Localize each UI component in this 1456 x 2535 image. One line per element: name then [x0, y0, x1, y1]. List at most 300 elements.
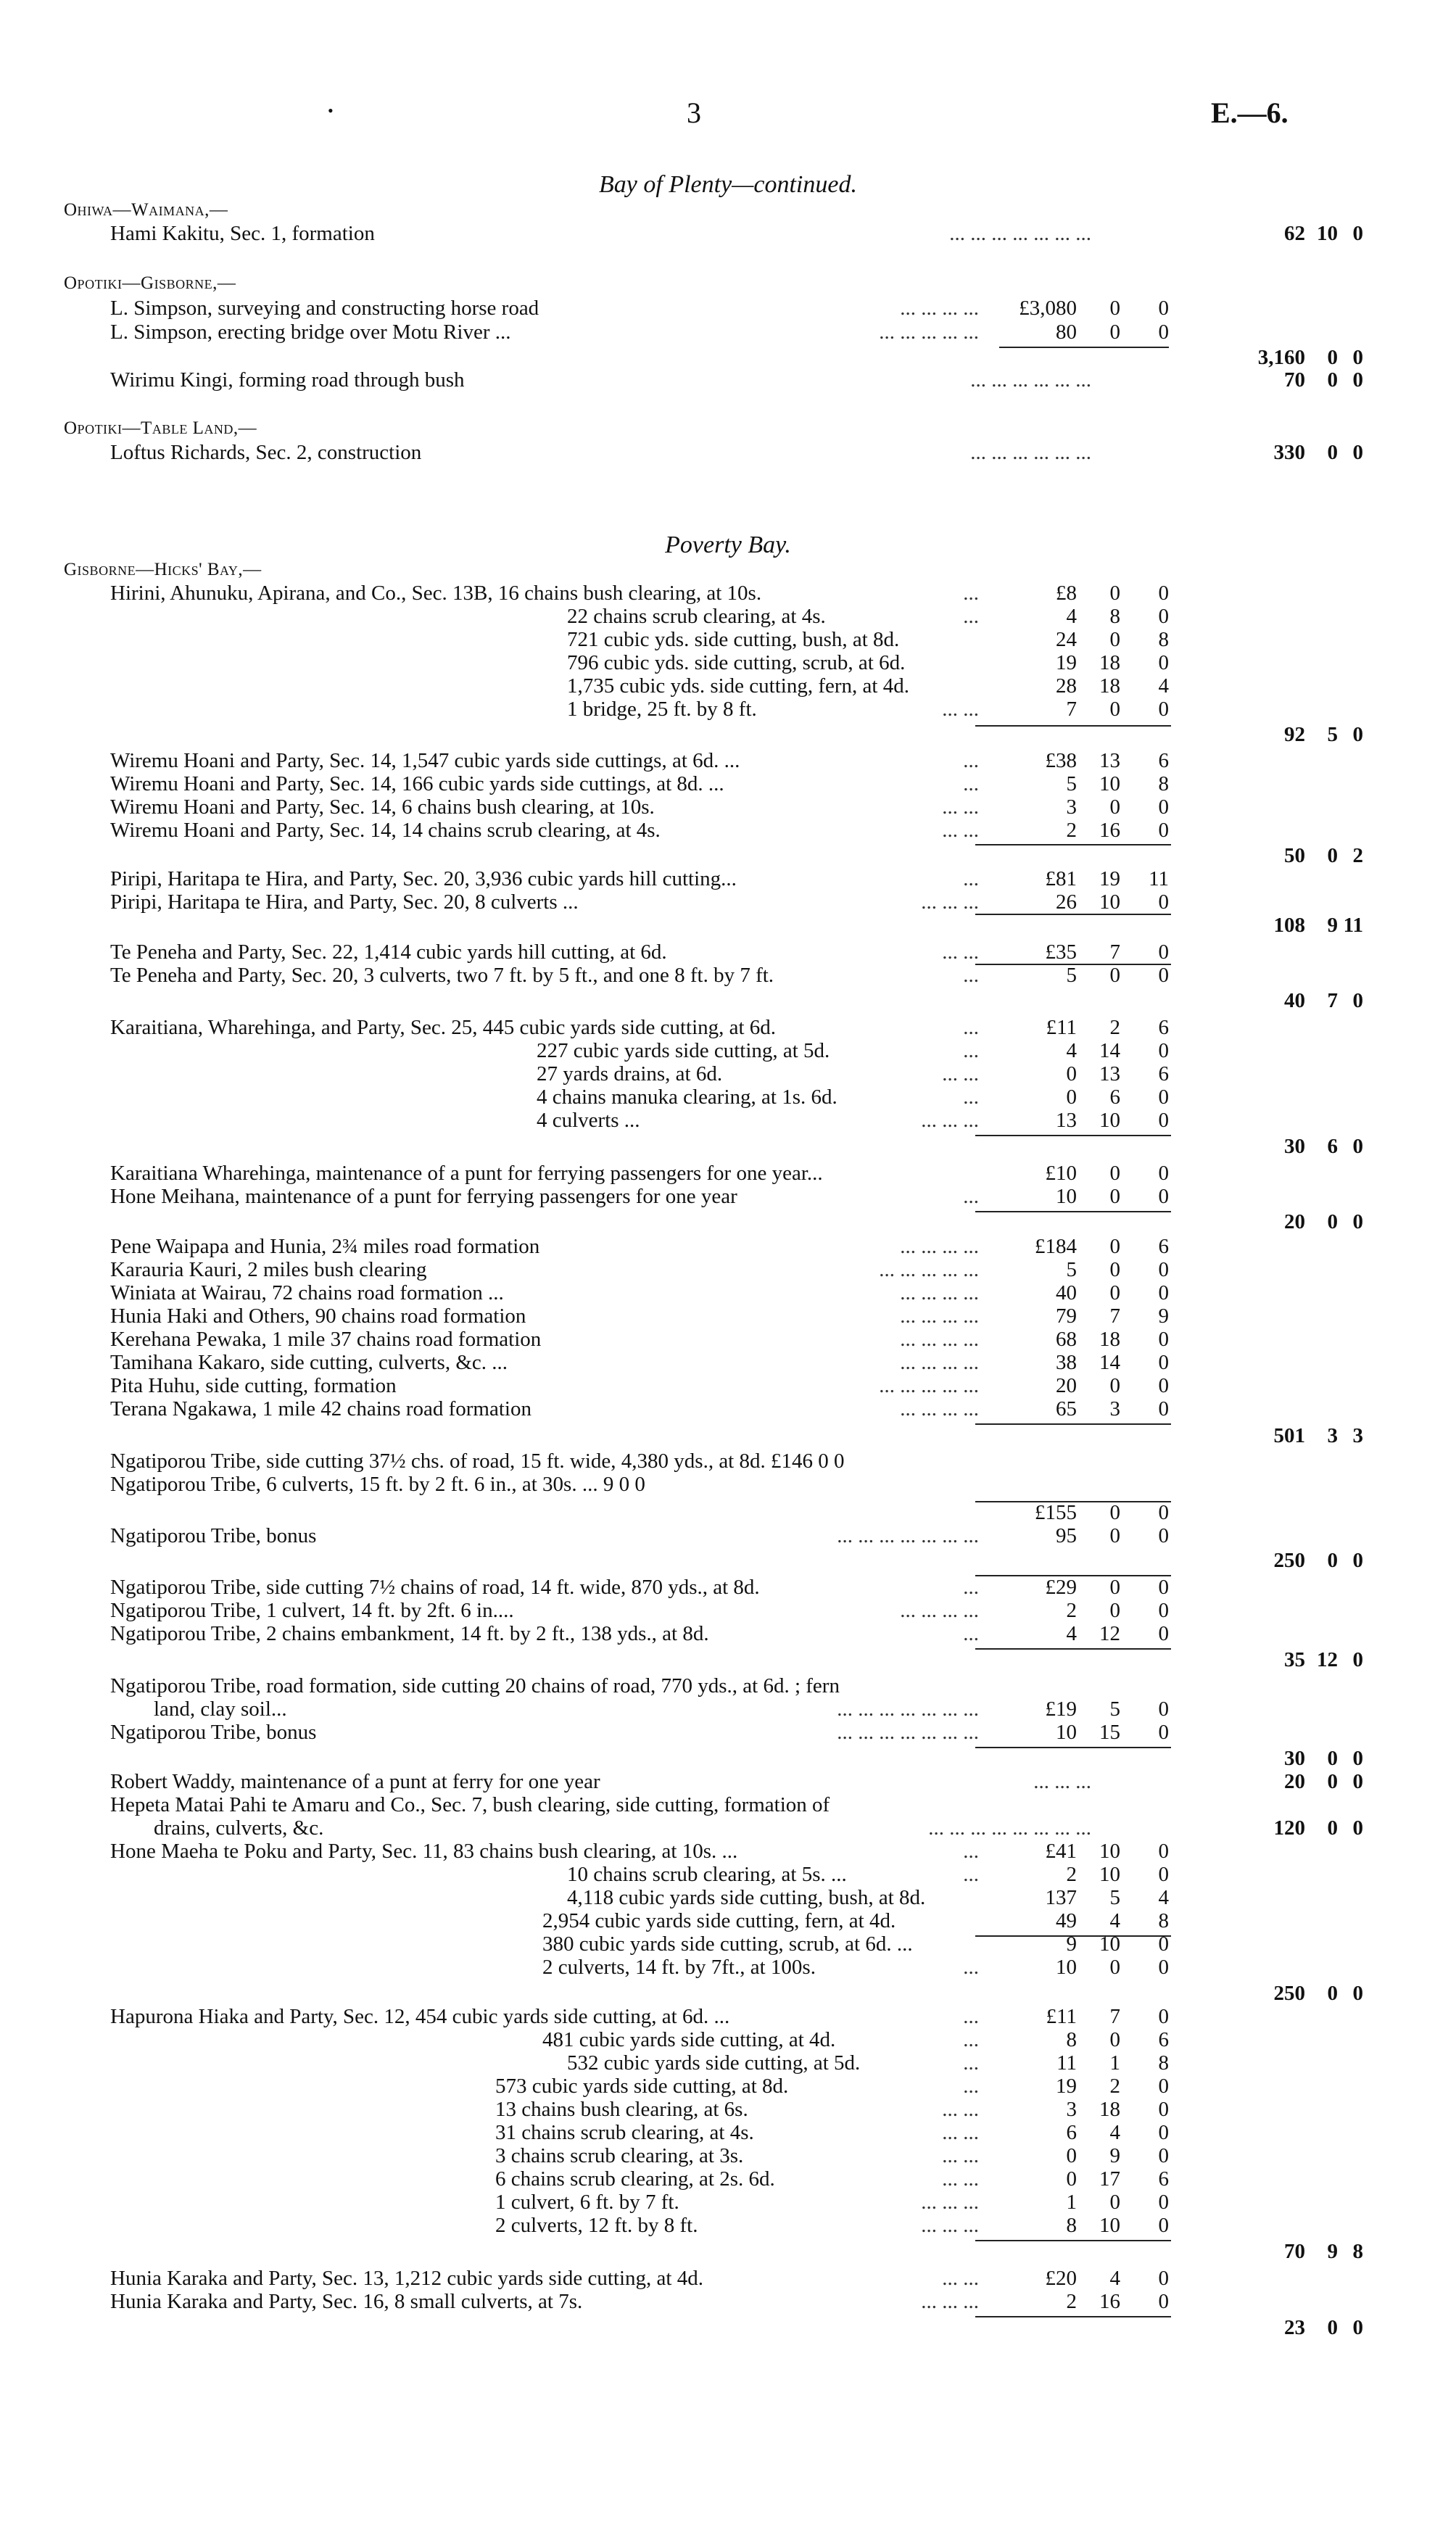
district-name: Gisborne—Hicks' Bay,—: [64, 560, 262, 579]
item-pounds: 65: [1056, 1397, 1077, 1420]
item-shillings: 13: [1099, 749, 1120, 772]
leader-dots: ... ...: [942, 2144, 979, 2167]
total-pence: 3: [1352, 1424, 1363, 1447]
entry-description: Wiremu Hoani and Party, Sec. 14, 14 chains scrub clearing, at 4s.: [110, 819, 661, 842]
entry-description: Winiata at Wairau, 72 chains road formation ...: [110, 1281, 504, 1304]
ledger-row: [0, 1185, 1456, 1208]
leader-dots: ...: [963, 867, 979, 890]
ledger-row: [0, 1281, 1456, 1304]
total-pence: 0: [1352, 989, 1363, 1012]
item-pence: 6: [1158, 1062, 1169, 1085]
item-shillings: 0: [1109, 1576, 1120, 1599]
entry-description: Hunia Karaka and Party, Sec. 13, 1,212 cubic yards side cutting, at 4d.: [110, 2267, 703, 2290]
subtotal-row: [0, 1982, 1456, 2005]
entry-sub-item: 532 cubic yards side cutting, at 5d.: [567, 2051, 861, 2075]
item-pence: 0: [1158, 2144, 1169, 2167]
total-shillings: 5: [1327, 723, 1338, 746]
total-pence: 0: [1352, 2316, 1363, 2339]
ledger-row: [0, 1450, 1456, 1473]
total-shillings: 0: [1327, 2316, 1338, 2339]
entry-description: Ngatiporou Tribe, 1 culvert, 14 ft. by 2ft. 6 in....: [110, 1599, 514, 1622]
item-pence: 0: [1158, 2075, 1169, 2098]
total-shillings: 0: [1327, 1770, 1338, 1793]
total-shillings: 0: [1327, 1747, 1338, 1770]
entry-description: Tamihana Kakaro, side cutting, culverts, &c. ...: [110, 1351, 508, 1374]
district-heading: [0, 272, 1456, 295]
entry-description: Karauria Kauri, 2 miles bush clearing: [110, 1258, 427, 1281]
item-pounds: 95: [1056, 1524, 1077, 1547]
item-shillings: 16: [1099, 2290, 1120, 2313]
leader-dots: ... ...: [942, 795, 979, 819]
leader-dots: ...: [963, 1016, 979, 1039]
ledger-row: [0, 1039, 1456, 1062]
item-pence: 0: [1158, 1697, 1169, 1721]
item-pounds: 19: [1056, 651, 1077, 674]
entry-description: Ngatiporou Tribe, bonus: [110, 1524, 317, 1547]
item-pence: 0: [1158, 1162, 1169, 1185]
ledger-row: [0, 2121, 1456, 2144]
item-shillings: 12: [1099, 1622, 1120, 1645]
total-pounds: 20: [1284, 1210, 1305, 1233]
total-shillings: 0: [1327, 844, 1338, 867]
entry-sub-item: 380 cubic yards side cutting, scrub, at 6d. ...: [542, 1932, 913, 1956]
item-shillings: 0: [1109, 795, 1120, 819]
total-pence: 11: [1343, 914, 1363, 937]
item-pence: 0: [1158, 2098, 1169, 2121]
entry-description: Ngatiporou Tribe, bonus: [110, 1721, 317, 1744]
ledger-row: [0, 674, 1456, 698]
leader-dots: ... ... ... ... ... ... ... ...: [928, 1816, 1091, 1840]
leader-dots: ... ... ...: [921, 2214, 979, 2237]
item-pence: 0: [1158, 1932, 1169, 1956]
item-pounds: 10: [1056, 1721, 1077, 1744]
district-name: Ohiwa—Waimana,—: [64, 200, 228, 220]
item-pounds: 0: [1066, 2167, 1077, 2191]
ledger-row: [0, 1351, 1456, 1374]
ledger-row: [0, 1473, 1456, 1496]
item-pence: 0: [1158, 1840, 1169, 1863]
item-shillings: 4: [1109, 2121, 1120, 2144]
item-pence: 9: [1158, 1304, 1169, 1328]
item-pounds: 3: [1066, 2098, 1077, 2121]
subtotal-row: [0, 723, 1456, 746]
item-pounds: 10: [1056, 1956, 1077, 1979]
ledger-row: [0, 605, 1456, 628]
item-pounds: 40: [1056, 1281, 1077, 1304]
entry-sub-item: 6 chains scrub clearing, at 2s. 6d.: [495, 2167, 775, 2191]
item-shillings: 15: [1099, 1721, 1120, 1744]
total-pounds: 30: [1284, 1135, 1305, 1158]
entry-description: L. Simpson, surveying and constructing horse road: [110, 297, 539, 320]
item-pence: 0: [1158, 651, 1169, 674]
district-name: Opotiki—Gisborne,—: [64, 273, 236, 293]
entry-description: Pita Huhu, side cutting, formation: [110, 1374, 397, 1397]
leader-dots: ...: [963, 1863, 979, 1886]
page-number: 3: [687, 96, 701, 129]
column-rule: [975, 1135, 1171, 1136]
entry-description: Hunia Haki and Others, 90 chains road formation: [110, 1304, 526, 1328]
item-shillings: 0: [1109, 1374, 1120, 1397]
item-pence: 0: [1158, 795, 1169, 819]
entry-description: Karaitiana Wharehinga, maintenance of a punt for ferrying passengers for one year...: [110, 1162, 823, 1185]
total-pence: 0: [1352, 1135, 1363, 1158]
total-pence: 0: [1352, 1648, 1363, 1671]
ledger-row: [0, 2267, 1456, 2290]
subtotal-row: [0, 1210, 1456, 1233]
entry-description: Loftus Richards, Sec. 2, construction: [110, 441, 422, 464]
ledger-row: [0, 1840, 1456, 1863]
item-shillings: 9: [1109, 2144, 1120, 2167]
total-pounds: 70: [1284, 368, 1305, 392]
column-rule: [975, 1423, 1171, 1425]
leader-dots: ... ... ... ...: [900, 1397, 979, 1420]
ledger-row: [0, 1062, 1456, 1085]
entry-description: Ngatiporou Tribe, 2 chains embankment, 14 ft. by 2 ft., 138 yds., at 8d.: [110, 1622, 709, 1645]
leader-dots: ... ...: [942, 1062, 979, 1085]
ledger-row: [0, 2098, 1456, 2121]
leader-dots: ...: [963, 1085, 979, 1109]
subtotal-row: [0, 844, 1456, 867]
column-rule: [975, 964, 1171, 965]
ledger-row: [0, 1721, 1456, 1744]
subtotal-row: [0, 2316, 1456, 2339]
ledger-row: [0, 1622, 1456, 1645]
item-pounds: 137: [1045, 1886, 1077, 1909]
item-shillings: 0: [1109, 698, 1120, 721]
item-pence: 8: [1158, 1909, 1169, 1932]
total-pounds: 50: [1284, 844, 1305, 867]
leader-dots: ... ... ... ...: [900, 1235, 979, 1258]
ledger-row: [0, 1932, 1456, 1956]
ledger-row: [0, 2167, 1456, 2191]
total-shillings: 0: [1327, 1210, 1338, 1233]
district-heading: [0, 417, 1456, 440]
ledger-row: [0, 1909, 1456, 1932]
item-shillings: 7: [1109, 2005, 1120, 2028]
item-pence: 0: [1158, 1185, 1169, 1208]
item-shillings: 18: [1099, 651, 1120, 674]
total-shillings: 0: [1327, 1549, 1338, 1572]
ledger-row: [0, 1235, 1456, 1258]
ledger-row: [0, 651, 1456, 674]
item-pence: 0: [1158, 1258, 1169, 1281]
item-pence: 0: [1158, 582, 1169, 605]
item-pence: 0: [1158, 2290, 1169, 2313]
item-pounds: £41: [1045, 1840, 1077, 1863]
entry-description: Te Peneha and Party, Sec. 20, 3 culverts, two 7 ft. by 5 ft., and one 8 ft. by 7 ft.: [110, 964, 774, 987]
item-pounds: £29: [1045, 1576, 1077, 1599]
item-pence: 8: [1158, 628, 1169, 651]
item-shillings: 1: [1109, 2051, 1120, 2075]
item-pounds: 20: [1056, 1374, 1077, 1397]
total-pence: 2: [1352, 844, 1363, 867]
total-shillings: 9: [1327, 914, 1338, 937]
ledger-row: [0, 1085, 1456, 1109]
total-shillings: 3: [1327, 1424, 1338, 1447]
leader-dots: ... ...: [942, 2121, 979, 2144]
item-pounds: £3,080: [1019, 297, 1077, 320]
column-rule: [975, 1648, 1171, 1650]
total-pence: 8: [1352, 2240, 1363, 2263]
entry-sub-item: 31 chains scrub clearing, at 4s.: [495, 2121, 754, 2144]
ledger-row: [0, 940, 1456, 964]
item-pounds: £10: [1045, 1162, 1077, 1185]
ledger-row: [0, 1328, 1456, 1351]
ledger-row: [0, 628, 1456, 651]
item-pence: 0: [1158, 1721, 1169, 1744]
leader-dots: ... ...: [942, 2167, 979, 2191]
item-pence: 0: [1158, 2214, 1169, 2237]
entry-sub-item: 10 chains scrub clearing, at 5s. ...: [567, 1863, 847, 1886]
entry-sub-item: 1 bridge, 25 ft. by 8 ft.: [567, 698, 757, 721]
item-pence: 6: [1158, 2028, 1169, 2051]
entry-description: Te Peneha and Party, Sec. 22, 1,414 cubic yards hill cutting, at 6d.: [110, 940, 667, 964]
item-pounds: 9: [1066, 1932, 1077, 1956]
item-pounds: £35: [1045, 940, 1077, 964]
item-shillings: 18: [1099, 1328, 1120, 1351]
entry-sub-item: 2 culverts, 12 ft. by 8 ft.: [495, 2214, 698, 2237]
leader-dots: ...: [963, 1622, 979, 1645]
column-rule: [975, 914, 1171, 915]
item-pence: 0: [1158, 1085, 1169, 1109]
entry-sub-item: 3 chains scrub clearing, at 3s.: [495, 2144, 744, 2167]
ledger-row: [0, 964, 1456, 987]
total-shillings: 0: [1327, 368, 1338, 392]
leader-dots: ... ... ...: [1033, 1770, 1091, 1793]
leader-dots: ... ...: [942, 2267, 979, 2290]
total-pence: 0: [1352, 1816, 1363, 1840]
item-shillings: 2: [1109, 2075, 1120, 2098]
report-reference: E.—6.: [1211, 96, 1289, 129]
item-pounds: 49: [1056, 1909, 1077, 1932]
leader-dots: ...: [963, 772, 979, 795]
item-pence: 0: [1158, 1622, 1169, 1645]
total-pounds: 20: [1284, 1770, 1305, 1793]
item-shillings: 8: [1109, 605, 1120, 628]
item-shillings: 0: [1109, 1185, 1120, 1208]
entry-description: Hami Kakitu, Sec. 1, formation: [110, 222, 375, 245]
item-pounds: 0: [1066, 1085, 1077, 1109]
item-pence: 0: [1158, 698, 1169, 721]
item-pounds: 11: [1056, 2051, 1077, 2075]
ledger-row: [0, 749, 1456, 772]
entry-description: Robert Waddy, maintenance of a punt at ferry for one year: [110, 1770, 600, 1793]
entry-sub-item: 573 cubic yards side cutting, at 8d.: [495, 2075, 789, 2098]
column-rule: [975, 725, 1171, 727]
leader-dots: ... ... ... ... ... ... ...: [949, 222, 1091, 245]
item-pounds: 10: [1056, 1185, 1077, 1208]
column-rule: [999, 347, 1169, 348]
total-pounds: 92: [1284, 723, 1305, 746]
leader-dots: ... ... ... ... ... ... ...: [837, 1721, 979, 1744]
column-rule: [975, 1747, 1171, 1748]
entry-description: Hone Meihana, maintenance of a punt for ferrying passengers for one year: [110, 1185, 737, 1208]
item-pence: 0: [1158, 605, 1169, 628]
ledger-row: [0, 795, 1456, 819]
item-pence: 0: [1158, 2191, 1169, 2214]
item-shillings: 2: [1109, 1016, 1120, 1039]
ledger-row: [0, 2075, 1456, 2098]
print-mark: •: [328, 102, 334, 120]
entry-sub-item: 1 culvert, 6 ft. by 7 ft.: [495, 2191, 679, 2214]
entry-description: Hone Maeha te Poku and Party, Sec. 11, 83 chains bush clearing, at 10s. ...: [110, 1840, 738, 1863]
item-pounds: 68: [1056, 1328, 1077, 1351]
item-pence: 0: [1158, 297, 1169, 320]
total-pounds: 3,160: [1257, 346, 1305, 369]
total-pounds: 330: [1273, 441, 1305, 464]
item-shillings: 0: [1109, 321, 1120, 344]
item-pounds: 13: [1056, 1109, 1077, 1132]
ledger-row: [0, 1599, 1456, 1622]
item-shillings: 0: [1109, 1599, 1120, 1622]
item-pounds: £11: [1046, 2005, 1077, 2028]
entry-sub-item: 22 chains scrub clearing, at 4s.: [567, 605, 826, 628]
entry-description: Wiremu Hoani and Party, Sec. 14, 6 chains bush clearing, at 10s.: [110, 795, 655, 819]
entry-description: Ngatiporou Tribe, side cutting 7½ chains of road, 14 ft. wide, 870 yds., at 8d.: [110, 1576, 760, 1599]
subtotal-row: [0, 914, 1456, 937]
total-pounds: 250: [1273, 1982, 1305, 2005]
leader-dots: ...: [963, 582, 979, 605]
item-pounds: £184: [1035, 1235, 1077, 1258]
ledger-row: [0, 1397, 1456, 1420]
item-pence: 0: [1158, 1374, 1169, 1397]
item-pence: 0: [1158, 2121, 1169, 2144]
item-pence: 0: [1158, 321, 1169, 344]
item-shillings: 7: [1109, 940, 1120, 964]
item-pounds: 3: [1066, 795, 1077, 819]
leader-dots: ... ... ... ...: [900, 1304, 979, 1328]
leader-dots: ... ...: [942, 698, 979, 721]
entry-description: Karaitiana, Wharehinga, and Party, Sec. 25, 445 cubic yards side cutting, at 6d.: [110, 1016, 777, 1039]
item-pence: 11: [1149, 867, 1169, 890]
ledger-row: [0, 1863, 1456, 1886]
leader-dots: ...: [963, 2028, 979, 2051]
leader-dots: ... ...: [942, 819, 979, 842]
leader-dots: ... ... ... ...: [900, 1281, 979, 1304]
ledger-row: [0, 2028, 1456, 2051]
item-shillings: 0: [1109, 1524, 1120, 1547]
item-shillings: 0: [1109, 964, 1120, 987]
item-shillings: 7: [1109, 1304, 1120, 1328]
entry-description: Hapurona Hiaka and Party, Sec. 12, 454 cubic yards side cutting, at 6d. ...: [110, 2005, 730, 2028]
leader-dots: ...: [963, 1576, 979, 1599]
column-rule: [975, 2316, 1171, 2317]
ledger-row: [0, 222, 1456, 245]
item-pence: 0: [1158, 819, 1169, 842]
total-pence: 0: [1352, 1770, 1363, 1793]
item-shillings: 0: [1109, 1258, 1120, 1281]
item-pence: 0: [1158, 890, 1169, 914]
item-pence: 0: [1158, 1109, 1169, 1132]
item-pence: 8: [1158, 2051, 1169, 2075]
entry-description: Hunia Karaka and Party, Sec. 16, 8 small culverts, at 7s.: [110, 2290, 583, 2313]
ledger-row: [0, 819, 1456, 842]
entry-sub-item: 27 yards drains, at 6d.: [537, 1062, 723, 1085]
column-rule: [975, 1501, 1171, 1502]
ledger-row: [0, 441, 1456, 464]
subtotal-row: [0, 2240, 1456, 2263]
total-shillings: 10: [1317, 222, 1338, 245]
item-pounds: 1: [1066, 2191, 1077, 2214]
subtotal-row: [0, 1747, 1456, 1770]
entry-description: Ngatiporou Tribe, road formation, side cutting 20 chains of road, 770 yds., at 6d. ; fern: [110, 1674, 840, 1697]
entry-description: Wiremu Hoani and Party, Sec. 14, 166 cubic yards side cuttings, at 8d. ...: [110, 772, 724, 795]
subtotal-row: [0, 1424, 1456, 1447]
total-pence: 0: [1352, 1982, 1363, 2005]
leader-dots: ...: [963, 1840, 979, 1863]
item-pounds: 24: [1056, 628, 1077, 651]
total-pence: 0: [1352, 368, 1363, 392]
subtotal-row: [0, 989, 1456, 1012]
item-shillings: 0: [1109, 582, 1120, 605]
leader-dots: ... ... ... ... ...: [879, 1258, 979, 1281]
ledger-row: [0, 2214, 1456, 2237]
column-rule: [975, 2240, 1171, 2241]
item-pence: 0: [1158, 1328, 1169, 1351]
ledger-row: [0, 1576, 1456, 1599]
item-pence: 0: [1158, 1397, 1169, 1420]
item-shillings: 0: [1109, 1235, 1120, 1258]
total-pence: 0: [1352, 441, 1363, 464]
ledger-row: [0, 2005, 1456, 2028]
entry-description: Kerehana Pewaka, 1 mile 37 chains road formation: [110, 1328, 542, 1351]
entry-sub-item: 13 chains bush clearing, at 6s.: [495, 2098, 748, 2121]
entry-description: Pene Waipapa and Hunia, 2¾ miles road formation: [110, 1235, 540, 1258]
item-shillings: 10: [1099, 890, 1120, 914]
item-pounds: 4: [1066, 1039, 1077, 1062]
item-pence: 6: [1158, 1016, 1169, 1039]
item-shillings: 6: [1109, 1085, 1120, 1109]
item-shillings: 10: [1099, 1932, 1120, 1956]
entry-description: L. Simpson, erecting bridge over Motu River ...: [110, 321, 511, 344]
item-pounds: 5: [1066, 772, 1077, 795]
total-shillings: 6: [1327, 1135, 1338, 1158]
item-shillings: 0: [1109, 2028, 1120, 2051]
item-shillings: 16: [1099, 819, 1120, 842]
entry-sub-item: 1,735 cubic yds. side cutting, fern, at 4d.: [567, 674, 909, 698]
item-pounds: 7: [1066, 698, 1077, 721]
ledger-row: [0, 1304, 1456, 1328]
item-pounds: 5: [1066, 964, 1077, 987]
leader-dots: ...: [963, 605, 979, 628]
item-shillings: 13: [1099, 1062, 1120, 1085]
entry-description: Hepeta Matai Pahi te Amaru and Co., Sec. 7, bush clearing, side cutting, formation of: [110, 1793, 830, 1816]
entry-description-continued: land, clay soil...: [154, 1697, 287, 1721]
item-pounds: 80: [1056, 321, 1077, 344]
item-shillings: 0: [1109, 2191, 1120, 2214]
total-shillings: 0: [1327, 441, 1338, 464]
item-pounds: 26: [1056, 890, 1077, 914]
item-shillings: 19: [1099, 867, 1120, 890]
ledger-row: [0, 1162, 1456, 1185]
total-shillings: 12: [1317, 1648, 1338, 1671]
item-pence: 8: [1158, 772, 1169, 795]
leader-dots: ...: [963, 1185, 979, 1208]
entry-sub-item: 4 culverts ...: [537, 1109, 640, 1132]
item-pence: 0: [1158, 1956, 1169, 1979]
item-pence: 0: [1158, 2267, 1169, 2290]
item-pence: 0: [1158, 1351, 1169, 1374]
leader-dots: ... ... ... ... ... ...: [970, 368, 1091, 392]
ledger-row: [0, 297, 1456, 320]
subtotal-row: [0, 1549, 1456, 1572]
column-rule: [975, 844, 1171, 845]
entry-sub-item: 481 cubic yards side cutting, at 4d.: [542, 2028, 836, 2051]
entry-description-continued: drains, culverts, &c.: [154, 1816, 324, 1840]
item-shillings: 4: [1109, 1909, 1120, 1932]
item-shillings: 0: [1109, 1501, 1120, 1524]
item-pounds: £38: [1045, 749, 1077, 772]
